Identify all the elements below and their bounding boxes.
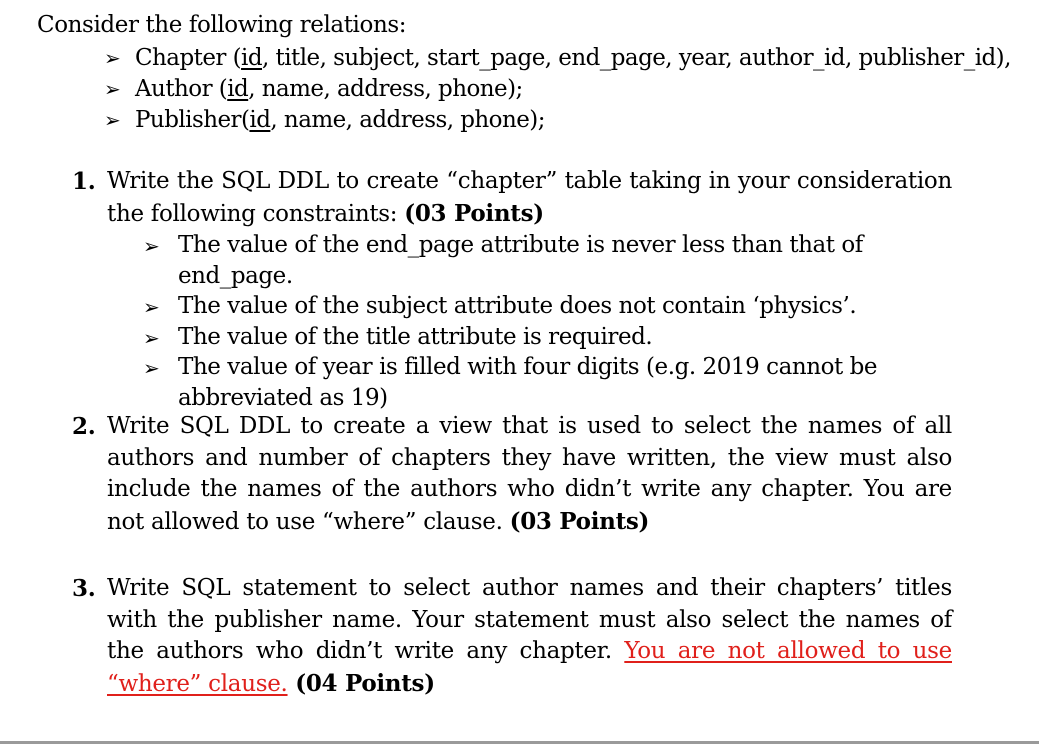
question-3	[72, 573, 952, 700]
question-body	[107, 166, 952, 230]
relation-chapter	[104, 43, 1011, 74]
constraints-list	[143, 230, 952, 413]
constraint-item	[143, 230, 952, 291]
arrow-bullet-icon: ➢	[143, 295, 160, 319]
constraint-text: The value of year is filled with four digits (e.g. 2019 cannot be abbreviated as 19)	[178, 354, 878, 411]
bottom-divider	[0, 741, 1039, 744]
arrow-bullet-icon: ➢	[104, 46, 121, 70]
question-body	[107, 411, 952, 538]
arrow-bullet-icon: ➢	[104, 108, 121, 132]
question-body	[107, 573, 952, 700]
constraint-text: The value of the end_page attribute is never less than that of end_page.	[178, 232, 863, 289]
relation-publisher	[104, 105, 1011, 136]
question-points: (03 Points)	[404, 199, 544, 227]
primary-key: id	[249, 107, 271, 133]
constraint-text: The value of the subject attribute does not contain ‘physics’.	[178, 293, 857, 319]
constraint-item	[143, 322, 952, 353]
highlighted-restriction: You are not allowed to use “where” clause.	[107, 638, 952, 697]
intro-text: Consider the following relations:	[37, 12, 407, 38]
question-number: 2.	[72, 413, 96, 440]
question-text: Write the SQL DDL to create “chapter” table taking in your consideration the following constraints:	[107, 168, 952, 227]
question-number: 1.	[72, 168, 96, 195]
constraint-item	[143, 291, 952, 322]
question-text: Write SQL statement to select author names and their chapters’ titles with the publisher name. Your statement must also select the names of the authors who didn’t write any chapter.	[107, 575, 952, 664]
question-points: (04 Points)	[287, 669, 435, 697]
arrow-bullet-icon: ➢	[143, 325, 160, 350]
relation-author	[104, 74, 1011, 105]
relation-name: Publisher(	[135, 107, 250, 133]
constraint-text: The value of the title attribute is required.	[178, 323, 653, 350]
arrow-bullet-icon: ➢	[104, 77, 121, 101]
arrow-bullet-icon: ➢	[143, 234, 160, 258]
relation-name: Author (	[135, 76, 228, 102]
relation-attributes: , name, address, phone);	[270, 107, 545, 133]
relation-name: Chapter (	[135, 45, 242, 71]
question-text: Write SQL DDL to create a view that is used to select the names of all authors and number of chapters they have written, the view must also include the names of the authors who didn’t write any chapter. You are not allowed to use “where” clause.	[107, 413, 952, 535]
question-1	[72, 166, 952, 413]
relation-attributes: , title, subject, start_page, end_page, year, author_id, publisher_id),	[262, 45, 1011, 71]
question-2	[72, 411, 952, 538]
relation-attributes: , name, address, phone);	[248, 76, 523, 102]
primary-key: id	[241, 45, 263, 71]
relations-list	[104, 43, 1011, 136]
constraint-item	[143, 352, 952, 413]
primary-key: id	[227, 76, 249, 102]
question-points: (03 Points)	[509, 507, 650, 535]
question-number: 3.	[72, 575, 96, 602]
arrow-bullet-icon: ➢	[143, 356, 160, 380]
